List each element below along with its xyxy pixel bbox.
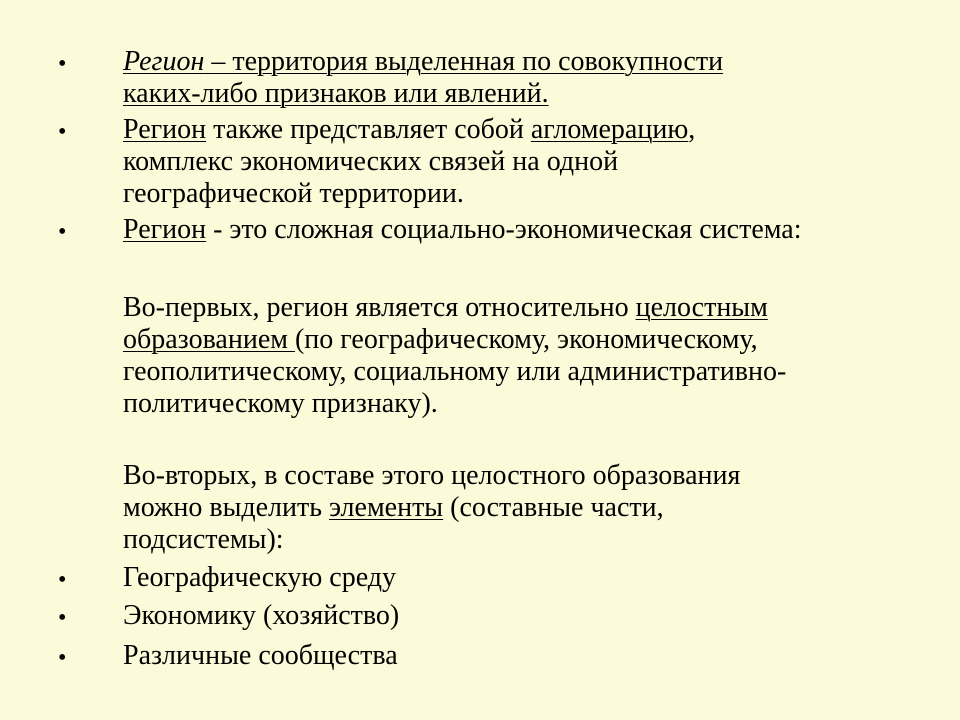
- paragraph-text: подсистемы):: [123, 524, 284, 555]
- definition-text: каких-либо признаков или явлений.: [123, 78, 549, 109]
- paragraph-line: [123, 114, 913, 146]
- term-integral: целостным: [635, 292, 768, 323]
- bullet-marker: •: [58, 119, 67, 145]
- paragraph-text: - это сложная социально-экономическая система:: [206, 214, 802, 245]
- paragraph-line: [123, 324, 913, 356]
- term-formation: образованием: [123, 324, 295, 355]
- list-item: Географическую среду: [123, 562, 397, 593]
- definition-paragraph-2: [123, 114, 913, 210]
- term-region: Регион: [123, 46, 205, 77]
- list-item: Экономику (хозяйство): [123, 600, 400, 631]
- paragraph-text: комплекс экономических связей на одной: [123, 146, 619, 177]
- bullet-marker: •: [58, 605, 67, 631]
- paragraph-text: геополитическому, социальному или административно-: [123, 356, 787, 387]
- term-elements: элементы: [329, 492, 444, 523]
- paragraph-text: географической территории.: [123, 178, 464, 209]
- term-region: Регион: [123, 214, 207, 245]
- paragraph-text: можно выделить: [123, 492, 330, 523]
- paragraph-text: (составные части,: [443, 492, 664, 523]
- paragraph-text: (по географическому, экономическому,: [294, 324, 758, 355]
- definition-text: – территория выделенная по совокупности: [204, 46, 724, 77]
- bullet-marker: •: [58, 51, 67, 77]
- definition-paragraph-1: [123, 46, 913, 110]
- paragraph-line: [123, 46, 913, 78]
- term-agglomeration: агломерацию: [530, 114, 689, 145]
- bullet-marker: •: [58, 645, 67, 671]
- second-point-paragraph: [123, 460, 913, 556]
- paragraph-line: [123, 214, 913, 246]
- paragraph-line: [123, 492, 913, 524]
- bullet-marker: •: [58, 567, 67, 593]
- paragraph-text: политическому признаку).: [123, 388, 438, 419]
- paragraph-text: Во-вторых, в составе этого целостного образования: [123, 460, 741, 491]
- bullet-marker: •: [58, 219, 67, 245]
- paragraph-text: ,: [688, 114, 696, 145]
- paragraph-text: Во-первых, регион является относительно: [123, 292, 636, 323]
- paragraph-text: также представляет собой: [206, 114, 531, 145]
- term-region: Регион: [123, 114, 207, 145]
- first-point-paragraph: [123, 292, 913, 420]
- paragraph-line: [123, 292, 913, 324]
- definition-paragraph-3: [123, 214, 913, 246]
- list-item: Различные сообщества: [123, 640, 398, 671]
